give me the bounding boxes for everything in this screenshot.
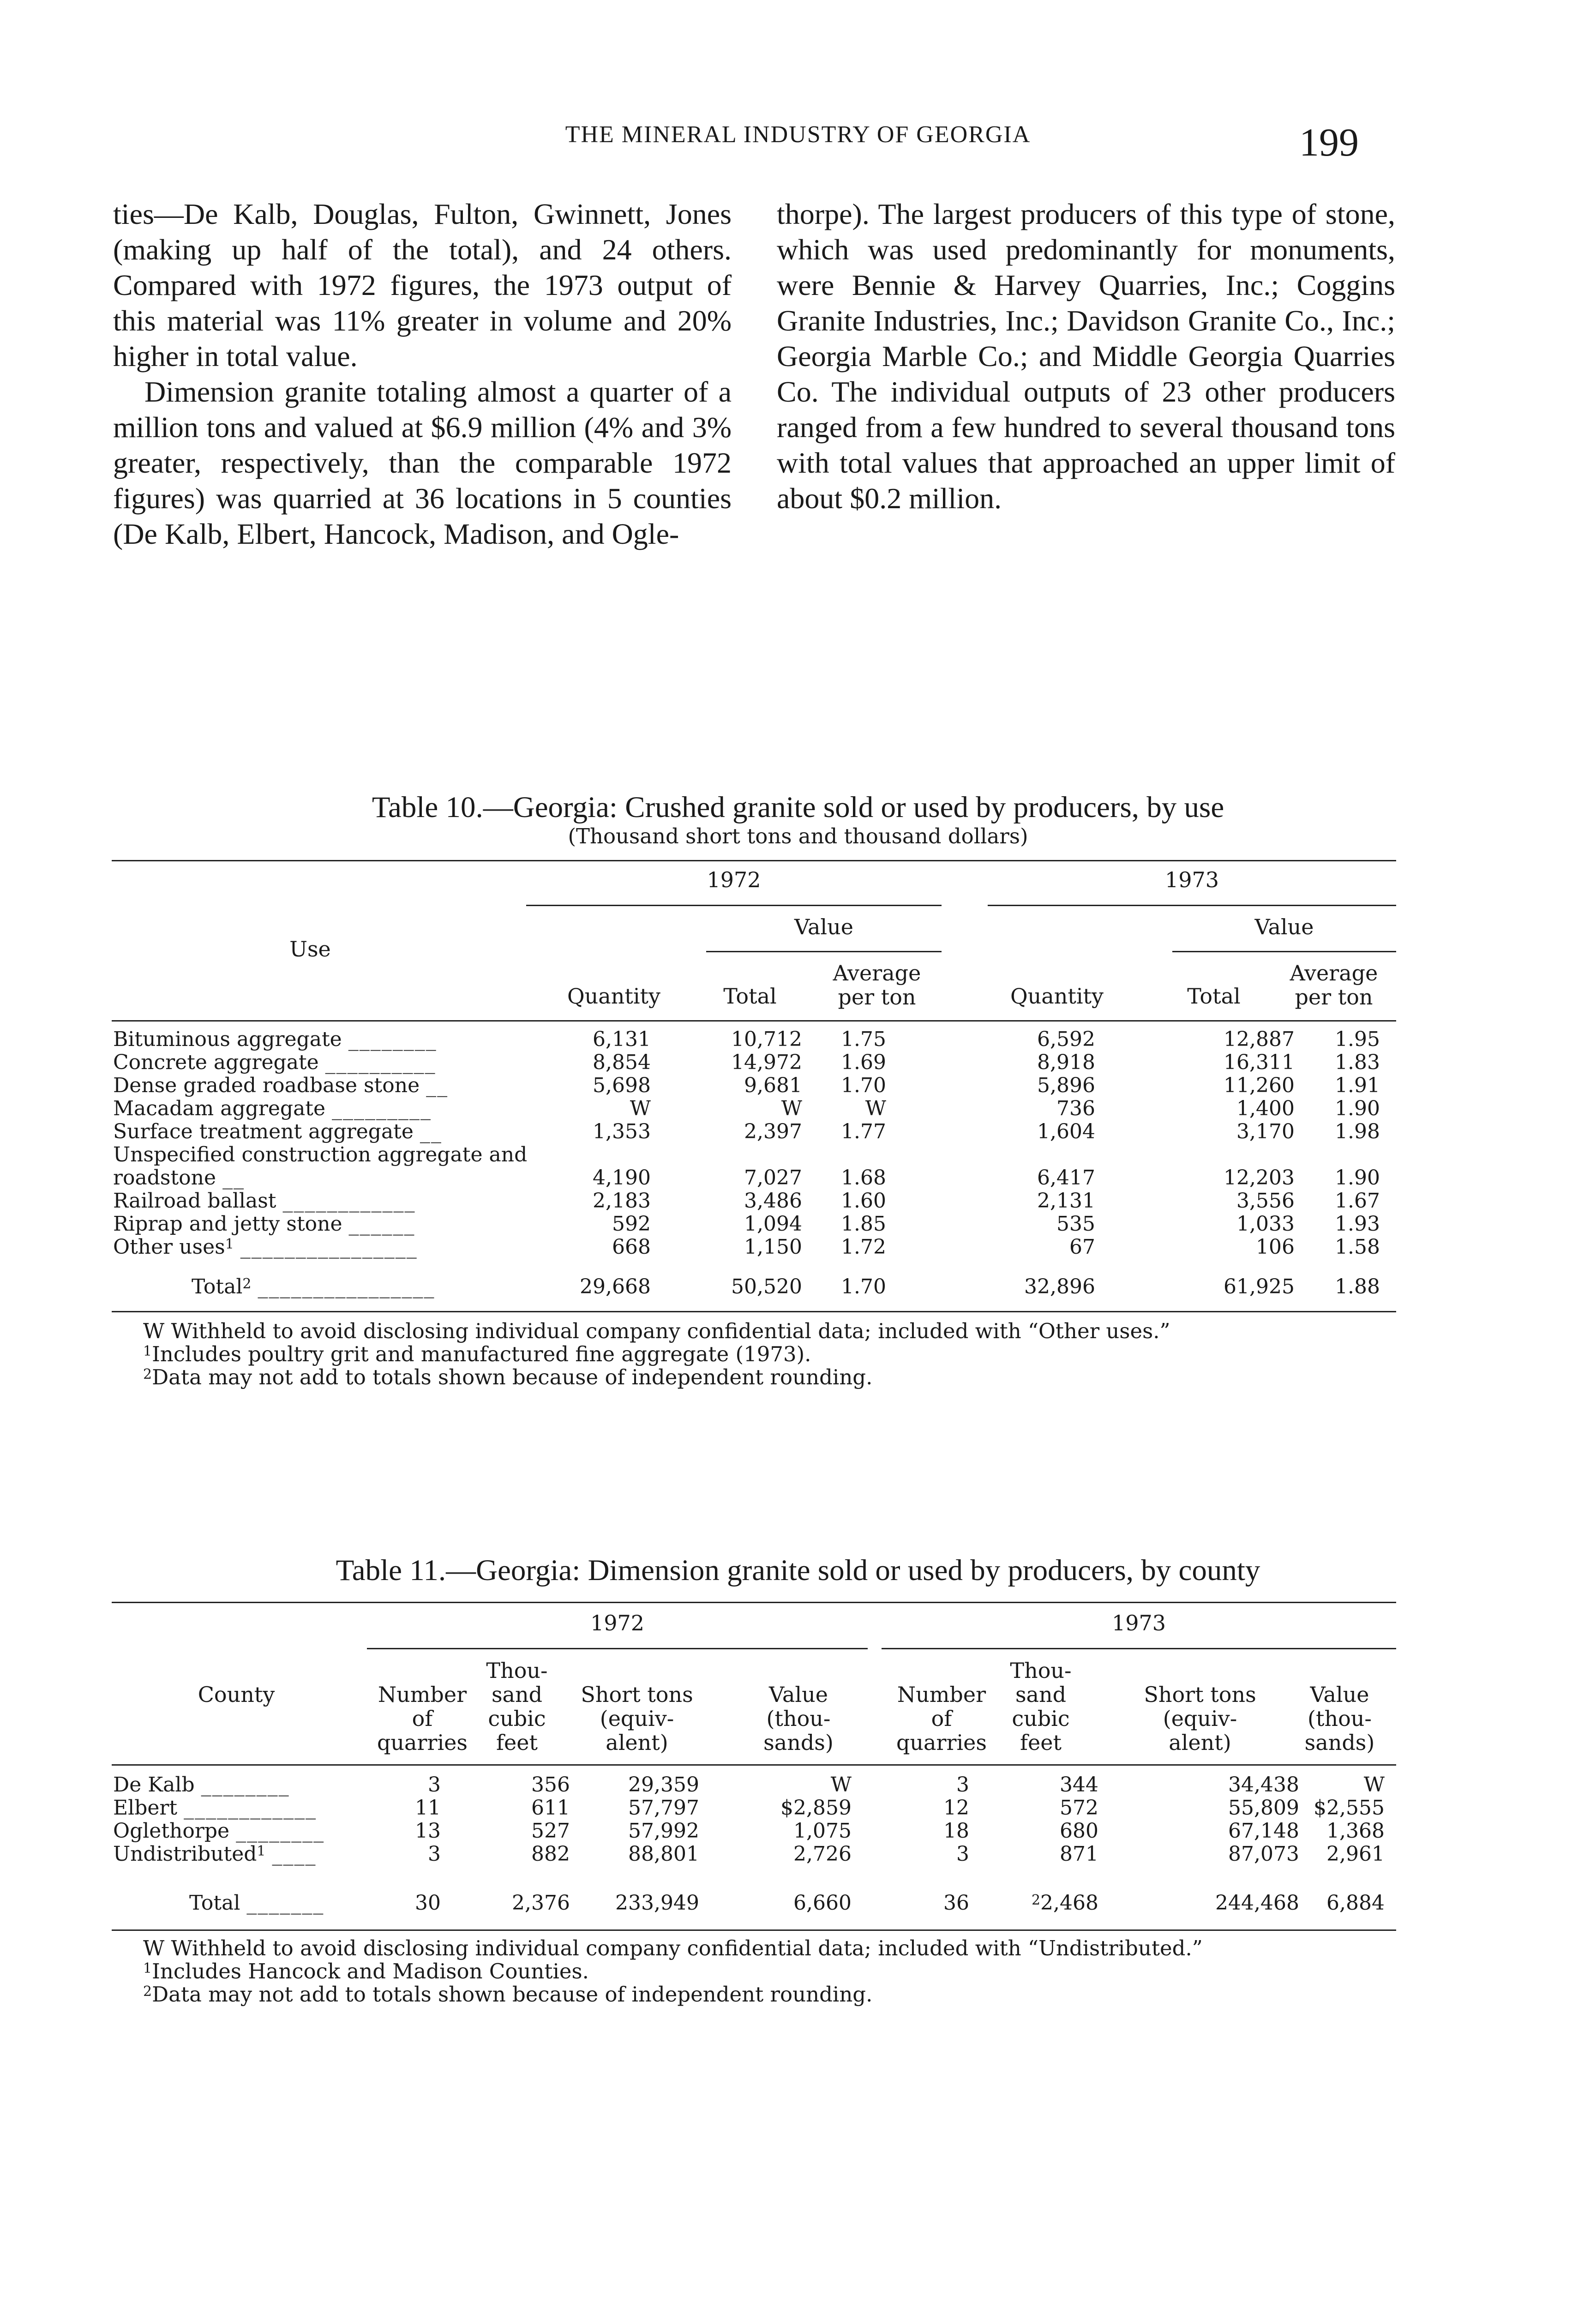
table10-total-cell: 50,520	[731, 1275, 802, 1298]
table10-row-label: Unspecified construction aggregate and roadstone __	[113, 1143, 528, 1190]
table11-head-rule	[112, 1764, 1396, 1766]
table10-cell: 8,854	[593, 1051, 651, 1074]
table10-head-value-1972: Value	[794, 914, 853, 939]
table10-cell: 67	[1069, 1235, 1095, 1259]
paragraph: thorpe). The largest producers of this type of stone, which was used predominantly for monuments, were Bennie & Harvey Quarries, Inc.; Coggins Granite Industries, Inc.; Davidson Granite Co., Inc.; Georgia Marble Co.; and Middle Georgia Quarries Co. The individual outputs of 23 other producers ranged from a few hundred to several thousand tons with total values that approached an upper limit of about $0.2 million.	[777, 198, 1395, 515]
table11-head-value-1972: Value (thou- sands)	[763, 1682, 834, 1755]
table10-cell: 3,170	[1236, 1120, 1295, 1143]
table10-cell: 6,592	[1037, 1028, 1095, 1051]
table10-cell: 14,972	[731, 1051, 802, 1074]
table10-cell: 1.70	[841, 1074, 886, 1097]
table11-head-shorttons-1972: Short tons (equiv- alent)	[581, 1682, 693, 1755]
table10-bottom-rule	[112, 1311, 1396, 1312]
table11-total-cell: 244,468	[1215, 1891, 1299, 1915]
table11-cell: 57,797	[628, 1796, 699, 1820]
table10-cell: 12,887	[1224, 1028, 1295, 1051]
table10-cell: 6,417	[1037, 1166, 1095, 1190]
table10-year-1973: 1973	[1164, 867, 1219, 892]
table10-cell: 1.83	[1335, 1051, 1380, 1074]
table10-subtitle: (Thousand short tons and thousand dollars)	[568, 824, 1028, 848]
table10-cell: 1.93	[1335, 1212, 1380, 1236]
table10-cell: 3,556	[1236, 1189, 1295, 1213]
table10-cell: 1.90	[1335, 1166, 1380, 1190]
table10-total-cell: 1.88	[1335, 1275, 1380, 1298]
table11-total-cell: 6,660	[793, 1891, 852, 1915]
table10-cell: 592	[612, 1212, 651, 1236]
table10-head-average-1972: Average per ton	[833, 961, 921, 1010]
table10-cell: 8,918	[1037, 1051, 1095, 1074]
table11-cell: 680	[1060, 1819, 1098, 1843]
table11-total-label: Total _______	[189, 1891, 324, 1915]
table10-rule-1973	[988, 905, 1396, 906]
table11-year-1972: 1972	[590, 1611, 645, 1635]
table11-total-cell: 30	[415, 1891, 441, 1915]
table11-head-shorttons-1973: Short tons (equiv- alent)	[1144, 1682, 1256, 1755]
table11-total-cell: 36	[943, 1891, 969, 1915]
table10-cell: 3,486	[744, 1189, 802, 1213]
table10-footnote-1: $^1$Includes poultry grit and manufactured fine aggregate (1973).	[143, 1342, 811, 1366]
table11-cell: 88,801	[628, 1842, 699, 1866]
table10-head-rule	[112, 1020, 1396, 1022]
table10-year-1972: 1972	[707, 867, 761, 892]
text-column-left	[113, 196, 732, 552]
table10-note-w: W Withheld to avoid disclosing individual company confidential data; included with “Other uses.”	[143, 1319, 1170, 1343]
table11-cell: 871	[1060, 1842, 1098, 1866]
table10-total-cell: 1.70	[841, 1275, 886, 1298]
table10-cell: 1,033	[1236, 1212, 1295, 1236]
table10-cell: 106	[1256, 1235, 1295, 1259]
table11-footnote-1: $^1$Includes Hancock and Madison Counties.	[143, 1959, 589, 1983]
table11-head-number-1972: Number of quarries	[377, 1682, 468, 1755]
table10-cell: 1.91	[1335, 1074, 1380, 1097]
table11-cell: 882	[531, 1842, 570, 1866]
table10-cell: 1.95	[1335, 1028, 1380, 1051]
table10-head-average-1973: Average per ton	[1290, 961, 1378, 1010]
table10-cell: 1,353	[593, 1120, 651, 1143]
table11-cell: 13	[415, 1819, 441, 1843]
table10-cell: 4,190	[593, 1166, 651, 1190]
table11-cell: 2,726	[793, 1842, 852, 1866]
table11-cell: 3	[956, 1773, 969, 1797]
table10-rule-value-1973	[1172, 951, 1396, 952]
table11-cell: 3	[428, 1773, 441, 1797]
table10-cell: 10,712	[731, 1028, 802, 1051]
table10-head-quantity-1973: Quantity	[1010, 984, 1104, 1009]
table11-head-cubic-1973: Thou- sand cubic feet	[1010, 1658, 1072, 1755]
table10-cell: 9,681	[744, 1074, 802, 1097]
table10-row-label: Dense graded roadbase stone __	[113, 1074, 449, 1097]
paragraph: ties—De Kalb, Douglas, Fulton, Gwinnett, Jones (making up half of the total), and 24 others. Compared with 1972 figures, the 1973 output of this material was 11% greater in volume and 20% higher in total value.	[113, 198, 732, 373]
table10-cell: 1.68	[841, 1166, 886, 1190]
table10-total-cell: 61,925	[1224, 1275, 1295, 1298]
table10-cell: 1.72	[841, 1235, 886, 1259]
table10-cell: 1,150	[744, 1235, 802, 1259]
table10-title: Table 10.—Georgia: Crushed granite sold or used by producers, by use	[372, 791, 1224, 824]
table11-year-1973: 1973	[1111, 1611, 1166, 1635]
table10-cell: 6,131	[593, 1028, 651, 1051]
table11-row-label: De Kalb ________	[113, 1773, 290, 1797]
table11-cell: 2,961	[1326, 1842, 1385, 1866]
table10-cell: 736	[1056, 1097, 1095, 1120]
table10-cell: 2,131	[1037, 1189, 1095, 1213]
table10-head-total-1972: Total	[723, 984, 777, 1009]
table11-cell: 57,992	[628, 1819, 699, 1843]
text-column-right	[777, 196, 1395, 516]
table10-cell: 1.69	[841, 1051, 886, 1074]
table10-cell: 535	[1056, 1212, 1095, 1236]
table10-rule-1972	[526, 905, 942, 906]
table11-head-county: County	[198, 1682, 275, 1707]
table11-cell: $2,859	[780, 1796, 852, 1820]
table11-row-label: Elbert ____________	[113, 1796, 317, 1820]
table11-cell: 1,368	[1326, 1819, 1385, 1843]
table10-total-label: Total$^2$ ________________	[192, 1275, 435, 1298]
table11-cell: 611	[531, 1796, 570, 1820]
table10-total-cell: 32,896	[1024, 1275, 1095, 1298]
table11-cell: 12	[943, 1796, 969, 1820]
table10-cell: 1.67	[1335, 1189, 1380, 1213]
table11-cell: 11	[415, 1796, 441, 1820]
table11-note-w: W Withheld to avoid disclosing individual company confidential data; included with “Undistributed.”	[143, 1936, 1203, 1960]
table11-cell: 87,073	[1228, 1842, 1299, 1866]
table11-cell: 356	[531, 1773, 570, 1797]
table10-cell: 1.98	[1335, 1120, 1380, 1143]
table11-total-cell: 2,376	[512, 1891, 570, 1915]
table11-cell: 55,809	[1228, 1796, 1299, 1820]
table10-cell: W	[865, 1097, 886, 1120]
table11-cell: 18	[943, 1819, 969, 1843]
table11-footnote-2: $^2$Data may not add to totals shown because of independent rounding.	[143, 1982, 873, 2007]
table10-head-use: Use	[289, 937, 331, 962]
table10-cell: 1,400	[1236, 1097, 1295, 1120]
table11-cell: 572	[1060, 1796, 1098, 1820]
table11-head-number-1973: Number of quarries	[896, 1682, 987, 1755]
table10-footnote-2: $^2$Data may not add to totals shown because of independent rounding.	[143, 1365, 873, 1389]
table10-cell: 12,203	[1224, 1166, 1295, 1190]
paragraph: Dimension granite totaling almost a quarter of a million tons and valued at $6.9 million (4% and 3% greater, respectively, than the comparable 1972 figures) was quarried at 36 locations in 5 counties (De Kalb, Elbert, Hancock, Madison, and Ogle-	[113, 375, 732, 550]
table10-row-label: Other uses$^1$ ________________	[113, 1235, 418, 1259]
table11-cell: $2,555	[1314, 1796, 1385, 1820]
table10-cell: 1.85	[841, 1212, 886, 1236]
table10-top-rule	[112, 860, 1396, 861]
table10-total-cell: 29,668	[580, 1275, 651, 1298]
table10-head-total-1973: Total	[1187, 984, 1241, 1009]
table11-row-label: Oglethorpe ________	[113, 1819, 325, 1843]
table10-cell: 1,094	[744, 1212, 802, 1236]
table10-cell: 11,260	[1224, 1074, 1295, 1097]
table11-cell: W	[830, 1773, 852, 1797]
table10-cell: 2,183	[593, 1189, 651, 1213]
table11-rule-1972	[367, 1648, 868, 1649]
table11-cell: 3	[428, 1842, 441, 1866]
table10-cell: 1.58	[1335, 1235, 1380, 1259]
table10-cell: 668	[612, 1235, 651, 1259]
table10-cell: W	[630, 1097, 651, 1120]
table10-row-label: Surface treatment aggregate __	[113, 1120, 442, 1143]
table11-cell: 34,438	[1228, 1773, 1299, 1797]
table11-cell: 3	[956, 1842, 969, 1866]
table10-row-label: Macadam aggregate _________	[113, 1097, 432, 1120]
table11-cell: W	[1363, 1773, 1385, 1797]
table11-bottom-rule	[112, 1929, 1396, 1931]
running-head: THE MINERAL INDUSTRY OF GEORGIA	[565, 121, 1031, 148]
table11-cell: 344	[1060, 1773, 1098, 1797]
table11-title: Table 11.—Georgia: Dimension granite sold or used by producers, by county	[336, 1554, 1260, 1587]
table11-row-label: Undistributed$^1$ ____	[113, 1842, 317, 1866]
table10-cell: W	[781, 1097, 802, 1120]
table11-cell: 527	[531, 1819, 570, 1843]
table10-head-quantity-1972: Quantity	[567, 984, 661, 1009]
table10-head-value-1973: Value	[1254, 914, 1314, 939]
table10-cell: 2,397	[744, 1120, 802, 1143]
table10-row-label: Concrete aggregate __________	[113, 1051, 436, 1074]
table10-cell: 1.77	[841, 1120, 886, 1143]
table10-cell: 16,311	[1224, 1051, 1295, 1074]
table10-cell: 5,896	[1037, 1074, 1095, 1097]
table11-head-cubic-1972: Thou- sand cubic feet	[486, 1658, 548, 1755]
table11-rule-1973	[882, 1648, 1396, 1649]
table10-cell: 1.75	[841, 1028, 886, 1051]
table10-row-label: Bituminous aggregate ________	[113, 1028, 437, 1051]
table10-cell: 7,027	[744, 1166, 802, 1190]
table11-total-cell: $^2$2,468	[1031, 1891, 1098, 1915]
table10-row-label: Riprap and jetty stone ______	[113, 1212, 415, 1236]
table10-cell: 5,698	[593, 1074, 651, 1097]
table10-rule-value-1972	[706, 951, 942, 952]
table11-cell: 29,359	[628, 1773, 699, 1797]
table10-row-label: Railroad ballast ____________	[113, 1189, 416, 1213]
page-number: 199	[1299, 120, 1359, 164]
table11-total-cell: 6,884	[1326, 1891, 1385, 1915]
table11-total-cell: 233,949	[615, 1891, 699, 1915]
table10-cell: 1.90	[1335, 1097, 1380, 1120]
table11-top-rule	[112, 1602, 1396, 1603]
table10-cell: 1.60	[841, 1189, 886, 1213]
table10-cell: 1,604	[1037, 1120, 1095, 1143]
table11-cell: 1,075	[793, 1819, 852, 1843]
table11-head-value-1973: Value (thou- sands)	[1304, 1682, 1375, 1755]
table11-cell: 67,148	[1228, 1819, 1299, 1843]
